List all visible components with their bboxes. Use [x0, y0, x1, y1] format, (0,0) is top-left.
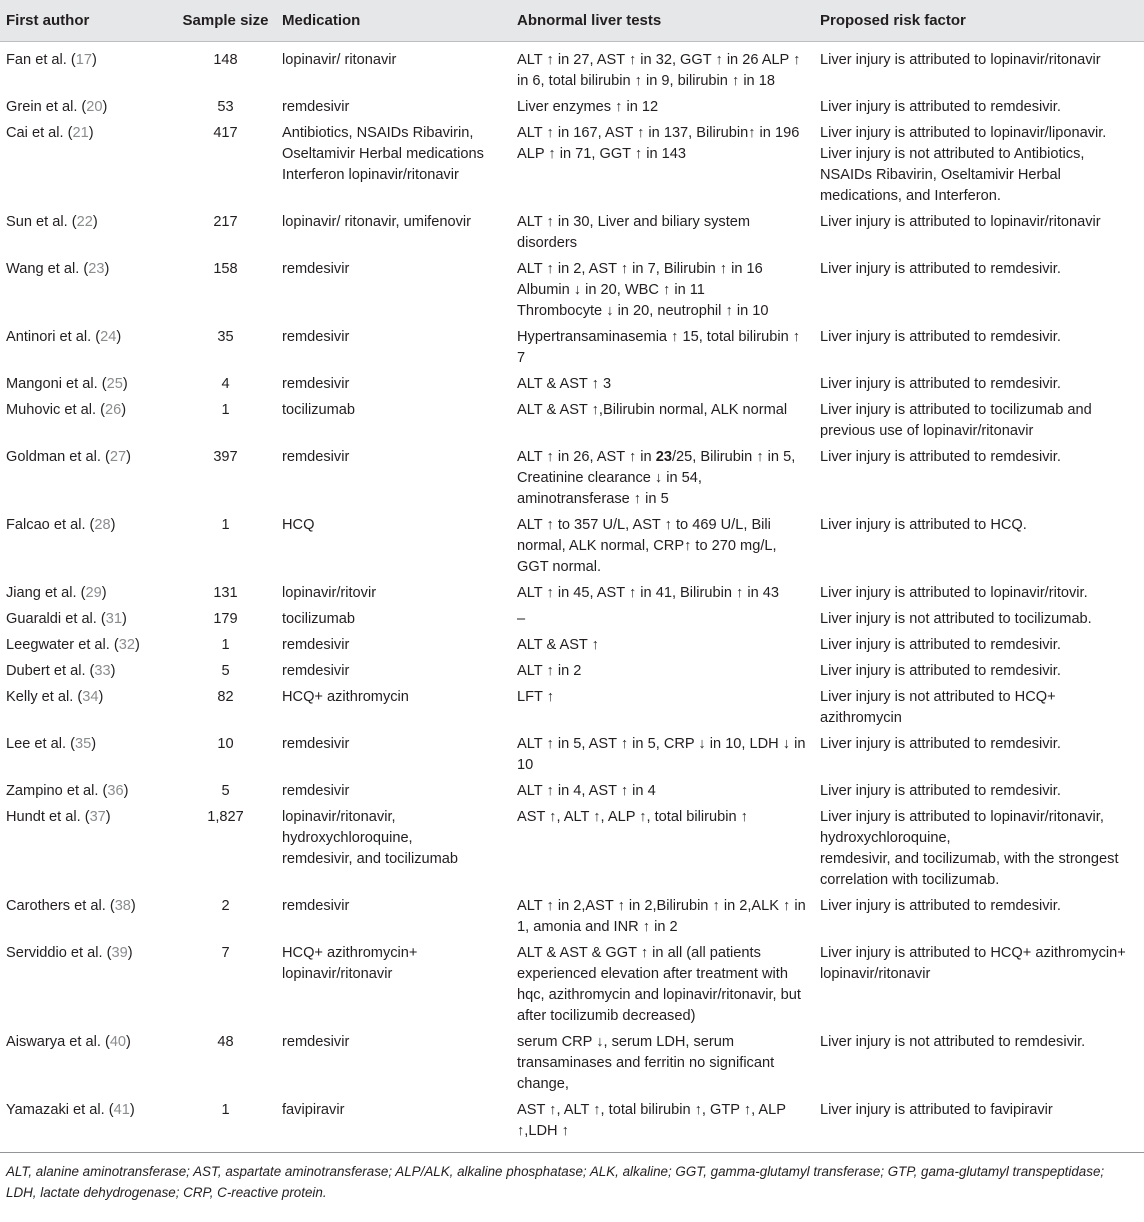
cell-proposed-risk-factor: Liver injury is attributed to remdesivir.: [820, 898, 1061, 914]
table-row: [0, 1097, 1144, 1153]
author-name: Sun et al. (: [6, 214, 77, 230]
reference-close-paren: ): [129, 1102, 135, 1118]
table-row: [0, 120, 1144, 209]
author-name: Yamazaki et al. (: [6, 1102, 114, 1118]
author-name: Kelly et al. (: [6, 689, 83, 705]
reference-close-paren: ): [121, 402, 127, 418]
cell-proposed-risk-factor: Liver injury is attributed to lopinavir/ritovir.: [820, 585, 1088, 601]
cell-proposed-risk-factor: Liver injury is attributed to remdesivir.: [820, 449, 1061, 465]
author-name: Serviddio et al. (: [6, 945, 112, 961]
author-name: Hundt et al. (: [6, 809, 90, 825]
author-name: Carothers et al. (: [6, 898, 115, 914]
cell-abnormal-liver-tests: –: [517, 611, 526, 627]
reference-link[interactable]: 20: [86, 99, 103, 115]
cell-first-author: [0, 778, 173, 804]
cell-abnormal-liver-tests: ALT ↑ in 2: [517, 663, 582, 679]
table-row: [0, 256, 1144, 324]
header-first-author: First author: [0, 0, 173, 42]
cell-first-author: [0, 731, 173, 778]
cell-medication: HCQ+ azithromycin+ lopinavir/ritonavir: [282, 945, 418, 982]
cell-proposed-risk-factor: Liver injury is attributed to remdesivir.: [820, 376, 1061, 392]
cell-abnormal-liver-tests: ALT ↑ in 2, AST ↑ in 7, Bilirubin ↑ in 16 Albumin ↓ in 20, WBC ↑ in 11 Thrombocyte ↓ in 20, neutrophil ↑ in 10: [517, 261, 769, 319]
cell-medication: favipiravir: [276, 1097, 511, 1153]
cell-sample-size: 148: [213, 52, 238, 68]
table-row: [0, 940, 1144, 1029]
reference-link[interactable]: 24: [100, 329, 117, 345]
cell-abnormal-liver-tests: ALT ↑ in 167, AST ↑ in 137, Bilirubin↑ in 196 ALP ↑ in 71, GGT ↑ in 143: [517, 125, 800, 162]
table-footnote: ALT, alanine aminotransferase; AST, aspartate aminotransferase; ALP/ALK, alkaline phosphatase; ALK, alkaline; GGT, gamma-glutamyl transferase; GTP, gama-glutamyl transpeptidase; LDH, lactate dehydrogenase; CRP, C-reactive protein.: [6, 1164, 1105, 1200]
cell-proposed-risk-factor: Liver injury is attributed to lopinavir/ritonavir, hydroxychloroquine, remdesivir, and tocilizumab, with the strongest correlation with tocilizumab.: [820, 809, 1119, 888]
cell-proposed-risk-factor: Liver injury is attributed to lopinavir/ritonavir: [820, 52, 1101, 68]
cell-proposed-risk-factor: Liver injury is attributed to favipiravir: [814, 1097, 1144, 1153]
reference-link[interactable]: 32: [118, 637, 135, 653]
cell-medication: lopinavir/ritonavir, hydroxychloroquine, remdesivir, and tocilizumab: [282, 809, 459, 867]
cell-sample-size: 397: [213, 449, 238, 465]
cell-abnormal-liver-tests: Liver enzymes ↑ in 12: [517, 99, 659, 115]
cell-first-author: [0, 684, 173, 731]
author-name: Muhovic et al. (: [6, 402, 105, 418]
cell-medication: remdesivir: [282, 736, 350, 752]
reference-close-paren: ): [110, 663, 116, 679]
cell-sample-size: 1: [221, 517, 230, 533]
table-row: [0, 684, 1144, 731]
author-name: Jiang et al. (: [6, 585, 86, 601]
cell-first-author: [0, 42, 173, 95]
reference-link[interactable]: 40: [109, 1034, 127, 1050]
reference-link[interactable]: 17: [75, 52, 92, 68]
reference-close-paren: ): [130, 898, 136, 914]
table-row: [0, 324, 1144, 371]
cell-medication: remdesivir: [282, 663, 350, 679]
cell-proposed-risk-factor: Liver injury is attributed to remdesivir.: [820, 99, 1061, 115]
cell-first-author: [0, 580, 173, 606]
reference-link[interactable]: 41: [113, 1102, 130, 1118]
author-name: Wang et al. (: [6, 261, 89, 277]
table-row: [0, 804, 1144, 893]
reference-close-paren: ): [135, 637, 140, 653]
cell-first-author: [0, 371, 173, 397]
cell-proposed-risk-factor: Liver injury is not attributed to HCQ+ azithromycin: [820, 689, 1056, 726]
author-name: Mangoni et al. (: [6, 376, 107, 392]
cell-first-author: [0, 606, 173, 632]
cell-abnormal-liver-tests: ALT & AST ↑ 3: [517, 376, 612, 392]
cell-proposed-risk-factor: Liver injury is attributed to HCQ+ azithromycin+ lopinavir/ritonavir: [820, 945, 1126, 982]
cell-sample-size: 417: [213, 125, 238, 141]
reference-link[interactable]: 22: [76, 214, 93, 230]
cell-first-author: [0, 1029, 173, 1097]
header-sample-size: Sample size: [173, 0, 276, 42]
cell-sample-size: 1: [221, 402, 230, 418]
table-row: [0, 1029, 1144, 1097]
table-row: [0, 42, 1144, 95]
author-name: Grein et al. (: [6, 99, 87, 115]
cell-first-author: [0, 893, 173, 940]
cell-first-author: [0, 1097, 173, 1153]
table-row: [0, 371, 1144, 397]
reference-close-paren: ): [102, 99, 108, 115]
cell-sample-size: 1,827: [207, 809, 244, 825]
cell-proposed-risk-factor: Liver injury is attributed to remdesivir.: [820, 736, 1061, 752]
author-name: Zampino et al. (: [6, 783, 108, 799]
cell-proposed-risk-factor: Liver injury is not attributed to remdesivir.: [820, 1034, 1086, 1050]
cell-medication: remdesivir: [282, 261, 350, 277]
author-name: Antinori et al. (: [6, 329, 101, 345]
cell-proposed-risk-factor: Liver injury is attributed to remdesivir.: [820, 663, 1061, 679]
table-row: [0, 893, 1144, 940]
reference-close-paren: ): [91, 736, 97, 752]
table-body: [0, 42, 1144, 1153]
cell-sample-size: 82: [217, 689, 234, 705]
cell-sample-size: 5: [221, 783, 230, 799]
table-row: [0, 94, 1144, 120]
cell-proposed-risk-factor: Liver injury is attributed to remdesivir.: [820, 637, 1061, 653]
author-name: Falcao et al. (: [6, 517, 95, 533]
reference-close-paren: ): [88, 125, 94, 141]
cell-medication: remdesivir: [282, 783, 350, 799]
cell-sample-size: 1: [173, 1097, 276, 1153]
author-name: Fan et al. (: [6, 52, 76, 68]
reference-close-paren: ): [104, 261, 110, 277]
table-row: [0, 658, 1144, 684]
cell-sample-size: 131: [213, 585, 238, 601]
cell-sample-size: 48: [217, 1034, 234, 1050]
cell-first-author: [0, 209, 173, 256]
cell-sample-size: 5: [221, 663, 230, 679]
header-abnormal-liver-tests: Abnormal liver tests: [511, 0, 814, 42]
cell-medication: remdesivir: [282, 376, 350, 392]
cell-sample-size: 217: [213, 214, 238, 230]
cell-sample-size: 179: [213, 611, 238, 627]
cell-sample-size: 53: [217, 99, 234, 115]
table-row: [0, 444, 1144, 512]
cell-first-author: [0, 940, 173, 1029]
cell-proposed-risk-factor: Liver injury is attributed to HCQ.: [820, 517, 1027, 533]
cell-abnormal-liver-tests: ALT & AST & GGT ↑ in all (all patients experienced elevation after treatment with hqc, azithromycin and lopinavir/ritonavir, but after tocilizumib decreased): [517, 945, 801, 1024]
cell-sample-size: 158: [213, 261, 238, 277]
cell-medication: remdesivir: [282, 449, 350, 465]
table-row: [0, 580, 1144, 606]
cell-abnormal-liver-tests: ALT ↑ in 2,AST ↑ in 2,Bilirubin ↑ in 2,ALK ↑ in 1, amonia and INR ↑ in 2: [517, 898, 806, 935]
cell-medication: remdesivir: [282, 329, 350, 345]
cell-proposed-risk-factor: Liver injury is not attributed to tocilizumab.: [820, 611, 1092, 627]
reference-link[interactable]: 34: [82, 689, 99, 705]
cell-sample-size: 2: [221, 898, 230, 914]
cell-medication: Antibiotics, NSAIDs Ribavirin, Oseltamivir Herbal medications Interferon lopinavir/ritonavir: [282, 125, 484, 183]
reference-link[interactable]: 33: [94, 663, 111, 679]
table-row: [0, 632, 1144, 658]
table-row: [0, 512, 1144, 580]
cell-proposed-risk-factor: Liver injury is attributed to remdesivir.: [820, 329, 1061, 345]
cell-abnormal-liver-tests: ALT ↑ in 27, AST ↑ in 32, GGT ↑ in 26 ALP ↑ in 6, total bilirubin ↑ in 9, bilirubin ↑ in 18: [517, 52, 801, 89]
cell-first-author: [0, 256, 173, 324]
reference-link[interactable]: 39: [111, 945, 128, 961]
reference-close-paren: ): [127, 945, 133, 961]
cell-abnormal-liver-tests: Hypertransaminasemia ↑ 15, total bilirubin ↑ 7: [517, 329, 801, 366]
cell-medication: lopinavir/ritovir: [282, 585, 377, 601]
cell-medication: tocilizumab: [282, 611, 355, 627]
cell-medication: remdesivir: [282, 637, 350, 653]
table-row: [0, 778, 1144, 804]
cell-medication: tocilizumab: [282, 402, 355, 418]
author-name: Dubert et al. (: [6, 663, 95, 679]
author-name: Aiswarya et al. (: [6, 1034, 110, 1050]
cell-first-author: [0, 324, 173, 371]
cell-abnormal-liver-tests: ALT ↑ to 357 U/L, AST ↑ to 469 U/L, Bili normal, ALK normal, CRP↑ to 270 mg/L, GGT normal.: [517, 517, 777, 575]
cell-proposed-risk-factor: Liver injury is attributed to tocilizumab and previous use of lopinavir/ritonavir: [820, 402, 1092, 439]
cell-first-author: [0, 512, 173, 580]
cell-proposed-risk-factor: Liver injury is attributed to lopinavir/liponavir. Liver injury is not attributed to Antibiotics, NSAIDs Ribavirin, Oseltamivir Herbal medications, and Interferon.: [820, 125, 1107, 204]
cell-proposed-risk-factor: Liver injury is attributed to remdesivir.: [820, 261, 1061, 277]
reference-close-paren: ): [101, 585, 107, 601]
reference-link[interactable]: 27: [109, 449, 127, 465]
reference-close-paren: ): [98, 689, 104, 705]
cell-abnormal-liver-tests: ALT ↑ in 5, AST ↑ in 5, CRP ↓ in 10, LDH ↓ in 10: [517, 736, 806, 773]
author-name: Goldman et al. (: [6, 449, 110, 465]
reference-close-paren: ): [126, 449, 131, 465]
cell-abnormal-liver-tests: AST ↑, ALT ↑, ALP ↑, total bilirubin ↑: [517, 809, 748, 825]
reference-close-paren: ): [126, 1034, 131, 1050]
cell-first-author: [0, 804, 173, 893]
header-row: [0, 0, 1144, 42]
cell-abnormal-liver-tests: ALT ↑ in 30, Liver and biliary system disorders: [517, 214, 751, 251]
reference-link[interactable]: 36: [107, 783, 124, 799]
reference-close-paren: ): [92, 52, 97, 68]
cell-abnormal-liver-tests: ALT & AST ↑: [517, 637, 599, 653]
reference-link[interactable]: 23: [88, 261, 105, 277]
cell-medication: lopinavir/ ritonavir, umifenovir: [282, 214, 471, 230]
reference-close-paren: ): [110, 517, 116, 533]
reference-link[interactable]: 38: [114, 898, 131, 914]
cell-abnormal-liver-tests: LFT ↑: [517, 689, 555, 705]
cell-first-author: [0, 632, 173, 658]
table-row: [0, 209, 1144, 256]
cell-first-author: [0, 658, 173, 684]
cell-proposed-risk-factor: Liver injury is attributed to lopinavir/ritonavir: [820, 214, 1101, 230]
cell-abnormal-liver-tests: AST ↑, ALT ↑, total bilirubin ↑, GTP ↑, ALP ↑,LDH ↑: [511, 1097, 814, 1153]
reference-close-paren: ): [116, 329, 122, 345]
cell-first-author: [0, 94, 173, 120]
cell-medication: remdesivir: [282, 1034, 350, 1050]
table-row: [0, 397, 1144, 444]
cell-medication: remdesivir: [282, 99, 350, 115]
reference-link[interactable]: 37: [89, 809, 106, 825]
tests-text: ALT ↑ in 26, AST ↑ in: [517, 449, 656, 465]
cell-sample-size: 10: [217, 736, 234, 752]
reference-close-paren: ): [92, 214, 98, 230]
cell-abnormal-liver-tests: ALT ↑ in 4, AST ↑ in 4: [517, 783, 656, 799]
tests-bold-value: 23: [655, 449, 672, 465]
cell-sample-size: 35: [217, 329, 234, 345]
reference-link[interactable]: 21: [72, 125, 89, 141]
cell-abnormal-liver-tests: serum CRP ↓, serum LDH, serum transaminases and ferritin no significant change,: [517, 1034, 775, 1092]
cell-proposed-risk-factor: Liver injury is attributed to remdesivir.: [820, 783, 1061, 799]
cell-first-author: [0, 444, 173, 512]
cell-medication: lopinavir/ ritonavir: [282, 52, 397, 68]
cell-abnormal-liver-tests: ALT ↑ in 45, AST ↑ in 41, Bilirubin ↑ in 43: [517, 585, 780, 601]
author-name: Lee et al. (: [6, 736, 75, 752]
cell-first-author: [0, 397, 173, 444]
reference-close-paren: ): [122, 611, 127, 627]
reference-link[interactable]: 35: [74, 736, 92, 752]
reference-close-paren: ): [122, 376, 128, 392]
reference-link[interactable]: 25: [106, 376, 123, 392]
tests-text: /25, Bilirubin ↑ in 5, Creatinine clearance ↓ in 54, aminotransferase ↑ in 5: [517, 449, 796, 507]
cell-abnormal-liver-tests: ALT & AST ↑,Bilirubin normal, ALK normal: [517, 402, 788, 418]
table-row: [0, 731, 1144, 778]
reference-link[interactable]: 31: [105, 611, 123, 627]
author-name: Leegwater et al. (: [6, 637, 119, 653]
cell-medication: HCQ+ azithromycin: [282, 689, 409, 705]
author-name: Cai et al. (: [6, 125, 73, 141]
cell-medication: HCQ: [282, 517, 315, 533]
cell-abnormal-liver-tests: [511, 444, 814, 512]
cell-first-author: [0, 120, 173, 209]
cell-medication: remdesivir: [282, 898, 350, 914]
table-row: [0, 606, 1144, 632]
author-name: Guaraldi et al. (: [6, 611, 106, 627]
reference-link[interactable]: 28: [94, 517, 111, 533]
cell-sample-size: 4: [221, 376, 230, 392]
header-medication: Medication: [276, 0, 511, 42]
header-proposed-risk-factor: Proposed risk factor: [814, 0, 1144, 42]
reference-link[interactable]: 26: [104, 402, 122, 418]
reference-link[interactable]: 29: [85, 585, 102, 601]
reference-close-paren: ): [123, 783, 129, 799]
cell-sample-size: 1: [221, 637, 230, 653]
reference-close-paren: ): [105, 809, 111, 825]
cell-sample-size: 7: [221, 945, 230, 961]
